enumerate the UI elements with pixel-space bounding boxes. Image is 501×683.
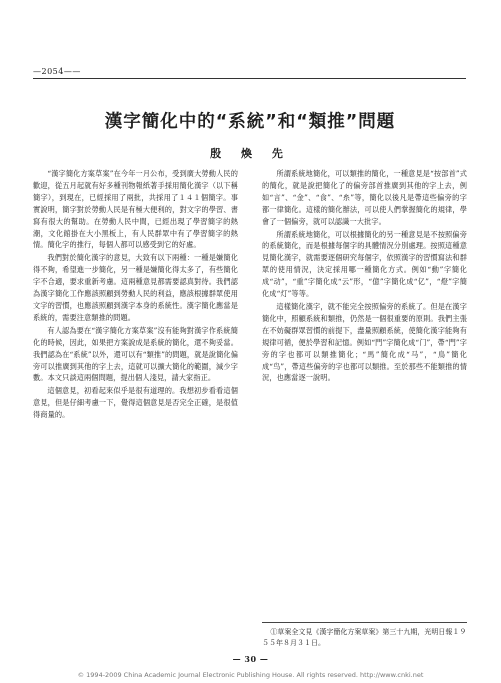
paragraph: 所謂系統地簡化，可以根據簡化的另一種意見是不按照偏旁的系統簡化，而是根據每個字的具體情況分別處理。按照這種意見簡化漢字，就需要逐個研究每個字，依照漢字的習慣寫法和群眾的使用情況，決定採用哪一種簡化方式。例如“動”字簡化成“动”，“重”字簡化成“云”形，“億”字簡化成“亿”，“燈”字簡化成“灯”等等。: [262, 229, 467, 299]
footnote-rule: [262, 622, 467, 623]
paragraph: 這個意見，初看起來似乎是很有道理的。我想初步看看這個意見，但是仔細考慮一下，覺得這個意見是否完全正確，是很值得商量的。: [33, 386, 238, 420]
page-number-bottom: — 30 —: [232, 654, 269, 664]
paragraph: 有人認為要在“漢字簡化方案草案”沒有能夠對漢字作系統簡化的時候，因此，如果把方案說成是系統的簡化，還不夠妥當。我們認為在“系統”以外，還可以有“類推”的問題，就是說簡化偏旁可以推廣到其他的字上去，這就可以擴大簡化的範圍，減少字數。本文只談這兩個問題，提出個人淺見，請大家指正。: [33, 325, 238, 383]
article-title: 漢字簡化中的“系統”和“類推”問題: [104, 112, 396, 132]
footnote: [262, 627, 467, 648]
paragraph: “漢字簡化方案草案”在今年一月公布，受到廣大勞動人民的歡迎，從五月起就有好多種刊物報紙著手採用簡化漢字（以下稱簡字），到現在，已經採用了兩批，共採用了１４１個簡字。事實說明，簡字對於勞動人民是有極大便利的，對文字的學習、書寫有很大的幫助。在勞動人民中間，已經出現了學習簡字的熱潮，文化館掛在大小黑板上，有人民群眾中有了學習簡字的熱情。簡化字的推行，每個人都可以感受到它的好處。: [33, 169, 238, 250]
copyright-notice: © 1994-2009 China Academic Journal Electronic Publishing House. All rights reserved. http://www.cnki.net: [77, 671, 424, 679]
header-rule: [33, 78, 466, 79]
paragraph: 所謂系統地簡化，可以類推的簡化，一種意見是“按部首”式的簡化，就是說把簡化了的偏旁部首推廣到其他的字上去，例如“言”、“金”、“食”、“糸”等，簡化以後凡是帶這些偏旁的字都一律簡化。這樣的簡化辦法，可以使人們掌握簡化的規律，學會了一個偏旁，就可以認識一大批字。: [262, 169, 467, 226]
page-number-top: —2054——: [33, 67, 81, 76]
right-column: [262, 168, 467, 385]
paragraph: 我們對於簡化漢字的意見，大致有以下兩種：一種是嫌簡化得不夠，希望進一步簡化，另一種是嫌簡化得太多了，有些簡化字不合適，要求重新考慮。這兩種意見都需要認真對待。我們認為漢字簡化工作應該照顧到勞動人民的利益，應該根據群眾使用文字的習慣，也應該照顧到漢字本身的系統性。漢字簡化應當是系統的，需要注意類推的問題。: [33, 253, 238, 322]
footnote-text: ①草案全文見《漢字簡化方案草案》第三十九期，光明日報１９５５年８月３１日。: [262, 628, 467, 647]
left-column: [33, 168, 238, 422]
article-author: 殷 煥 先: [210, 147, 291, 160]
paragraph: 這樣簡化漢字，就不能完全按照偏旁的系統了。但是在漢字簡化中，照顧系統和類推，仍然是一個很重要的原則。我們主張在不妨礙群眾習慣的前提下，盡量照顧系統，使簡化漢字能夠有規律可循，便於學習和記憶。例如“門”字簡化成“门”，帶“門”字旁的字也都可以類推簡化；“馬”簡化成“马”，“鳥”簡化成“鸟”，帶這些偏旁的字也都可以類推。至於那些不能類推的情況，也應當逐一說明。: [262, 301, 467, 383]
